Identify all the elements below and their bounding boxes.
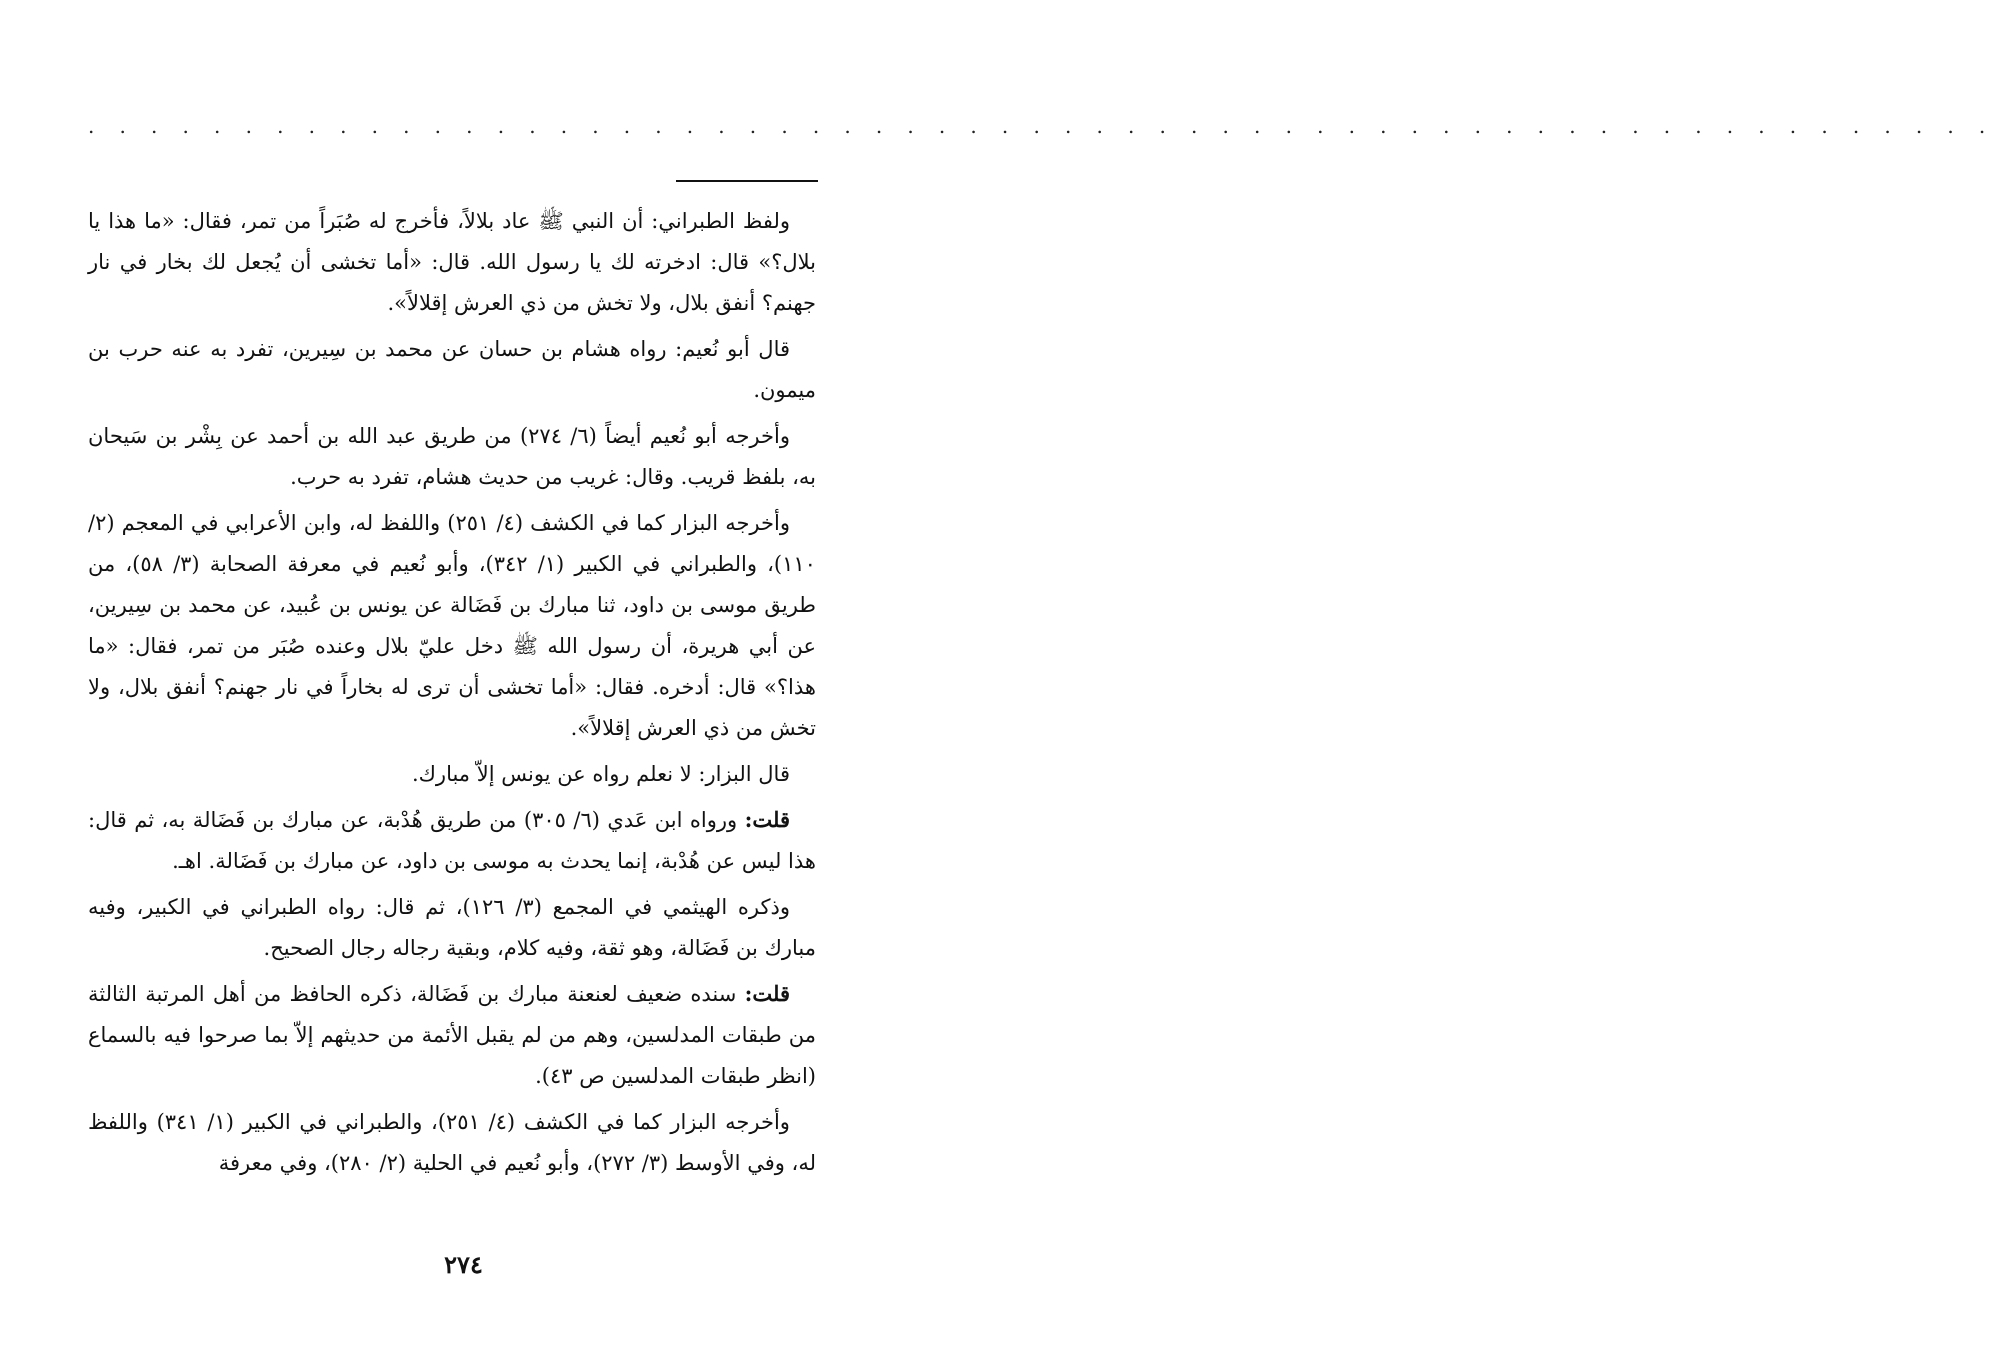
footnote-rule bbox=[676, 180, 818, 182]
paragraph: قلت: ورواه ابن عَدي (٦/ ٣٠٥) من طريق هُدْبة، عن مبارك بن فَضَالة به، ثم قال: هذا ليس عن هُدْبة، إنما يحدث به موسى بن داود، عن مبارك بن فَضَالة. اهـ. bbox=[88, 807, 816, 873]
paragraph: وأخرجه أبو نُعيم أيضاً (٦/ ٢٧٤) من طريق عبد الله بن أحمد عن بِشْر بن سَيحان به، بلفظ قريب. وقال: غريب من حديث هشام، تفرد به حرب. bbox=[88, 424, 816, 489]
paragraph: قال أبو نُعيم: رواه هشام بن حسان عن محمد بن سِيرين، تفرد به عنه حرب بن ميمون. bbox=[88, 337, 816, 402]
paragraph: وذكره الهيثمي في المجمع (٣/ ١٢٦)، ثم قال: رواه الطبراني في الكبير، وفيه مبارك بن فَضَالة، وهو ثقة، وفيه كلام، وبقية رجاله رجال الصحيح. bbox=[88, 895, 816, 960]
paragraph: وأخرجه البزار كما في الكشف (٤/ ٢٥١) واللفظ له، وابن الأعرابي في المعجم (٢/ ١١٠)، والطبراني في الكبير (١/ ٣٤٢)، وأبو نُعيم في معرفة الصحابة (٣/ ٥٨)، من طريق موسى بن داود، ثنا مبارك بن فَضَالة عن يونس بن عُبيد، عن محمد بن سِيرين، عن أبي هريرة، أن رسول الله ﷺ دخل عليّ بلال وعنده صُبَر من تمر، فقال: «ما هذا؟» قال: أدخره. فقال: «أما تخشى أن ترى له بخاراً في نار جهنم؟ أنفق بلال، ولا تخش من ذي العرش إقلالاً». bbox=[88, 511, 816, 740]
page-number: ٢٧٤ bbox=[444, 1250, 483, 1279]
paragraph: قال البزار: لا نعلم رواه عن يونس إلاّ مبارك. bbox=[411, 762, 790, 786]
paragraph: ولفظ الطبراني: أن النبي ﷺ عاد بلالاً، فأخرج له صُبَراً من تمر، فقال: «ما هذا يا بلال؟» قال: ادخرته لك يا رسول الله. قال: «أما تخشى أن يُجعل لك بخار في نار جهنم؟ أنفق بلال، ولا تخش من ذي العرش إقلالاً». bbox=[88, 209, 816, 315]
paragraph: قلت: سنده ضعيف لعنعنة مبارك بن فَضَالة، ذكره الحافظ من أهل المرتبة الثالثة من طبقات المدلسين، وهم من لم يقبل الأئمة من حديثهم إلاّ بما صرحوا فيه بالسماع (انظر طبقات المدلسين ص ٤٣). bbox=[88, 981, 816, 1088]
paragraph: وأخرجه البزار كما في الكشف (٤/ ٢٥١)، والطبراني في الكبير (١/ ٣٤١) واللفظ له، وفي الأوسط (٣/ ٢٧٢)، وأبو نُعيم في الحلية (٢/ ٢٨٠)، وفي معرفة bbox=[88, 1110, 816, 1175]
page-body bbox=[88, 200, 816, 1188]
separator-dots: . . . . . . . . . . . . . . . . . . . . . . . . . . . . . . . . . . . . . . . . . . . . . . . . . . . . . . . . . . . . . bbox=[88, 114, 1995, 138]
